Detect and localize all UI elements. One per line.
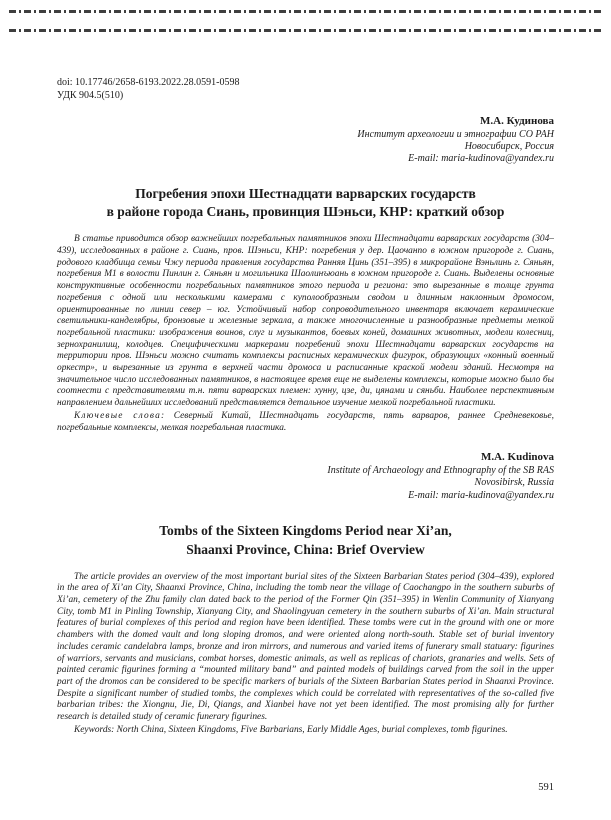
keywords-text-ru: Северный Китай, Шестнадцать государств, пять варваров, раннее Средневековье, погребальные комплексы, мелкая погребальная пластика.	[57, 410, 554, 433]
header-ornament-line-top	[9, 10, 602, 13]
affiliation-city-en: Novosibirsk, Russia	[474, 477, 554, 489]
keywords-label-en: Keywords:	[74, 724, 115, 735]
author-block-en	[57, 451, 554, 502]
keywords-text-en: North China, Sixteen Kingdoms, Five Barbarians, Early Middle Ages, burial complexes, tomb figurines.	[114, 724, 508, 735]
article-meta	[57, 76, 554, 102]
abstract-ru: В статье приводится обзор важнейших погребальных памятников эпохи Шестнадцати варварских государств (304–439), исследованных в районе г. Сиань, пров. Шэньси, КНР: погребения у дер. Цаочанпо в южном пригороде г. Сиань, родового кладбища семьи Чжу периода правления государства Ранняя Цинь (351–395) в микрорайоне Вэньлинь г. Сяньян, погребения М1 в волости Пинлин г. Сяньян и могильника Шаолинъюань в южном пригороде г. Сиань. Выделены основные конструктивные особенности погребальных памятников этого периода и региона: это вырезанные в толще грунта погребения с одной или несколькими камерами с куполообразным сводом и длинным наклонным дромосом, ориентированные по линии север – юг. Устойчивый набор сопроводительного инвентаря включает керамические светильники-канделябры, бронзовые и железные зеркала, а также многочисленные и разнообразные предметы мелкой погребальной пластики: изображения воинов, слуг и музыкантов, боевых коней, домашних животных, модели колесниц, зернохранилищ, колодцев. Специфическими маркерами погребений эпохи Шестнадцати варварских государств на территории пров. Шэньси можно считать комплексы расписных керамических фигурок, образующих «конный военный оркестр», и вырезанные из грунта в верхней части дромоса и расписанные краской модели зданий. Несмотря на значительное число исследованных памятников, в настоящее время еще не выделены комплексы, которые можно было бы соотнести с представителями т.н. пяти варварских племен: хунну, цзе, ди, цянами и сяньби. Наиболее перспективным направлением дальнейших исследований представляется детальное изучение мелкой погребальной пластики.	[57, 234, 554, 409]
affiliation-en: Institute of Archaeology and Ethnography of the SB RAS	[327, 465, 554, 477]
article-title-ru-line1: Погребения эпохи Шестнадцати варварских государств	[135, 185, 476, 201]
article-title-en-line2: Shaanxi Province, China: Brief Overview	[186, 541, 425, 557]
doi-text: doi: 10.17746/2658-6193.2022.28.0591-0598	[57, 77, 240, 88]
author-name-en: M.A. Kudinova	[480, 451, 554, 464]
affiliation-city-ru: Новосибирск, Россия	[464, 141, 554, 153]
article-title-en-line1: Tombs of the Sixteen Kingdoms Period near Xi’an,	[159, 522, 452, 538]
author-email-en: E-mail: maria-kudinova@yandex.ru	[408, 489, 554, 501]
header-ornament-line-bottom	[9, 29, 602, 32]
keywords-en	[57, 725, 554, 737]
author-block-ru	[57, 115, 554, 166]
article-title-ru-line2: в районе города Сиань, провинция Шэньси, КНР: краткий обзор	[106, 204, 505, 220]
article-title-ru	[57, 185, 554, 223]
affiliation-ru: Институт археологии и этнографии СО РАН	[357, 129, 554, 140]
keywords-ru	[57, 411, 554, 434]
abstract-en: The article provides an overview of the most important burial sites of the Sixteen Barbarian States period (304–439), explored in the area of Xi’an City, Shaanxi Province, China, including the tomb near the village of Caochangpo in the southern suburbs of Xi’an, cemetery of the Zhu family clan dated back to the period of the Former Qin (351–395) in Wenlin Community of Xianyang City, tomb M1 in Pinling Township, Xianyang City, and Shaolingyuan cemetery in the southern suburbs of Xi’an. Main structural features of burial complexes of this period and region have been identified. These tombs were cut in the ground with one or more chambers with the domed vault and long sloping dromos, and were oriented along north-south. Stable set of burial inventory includes ceramic candelabra lamps, bronze and iron mirrors, and numerous and varied items of funerary small statuary: figurines of warriors, servants and musicians, combat horses, domestic animals, as well as replicas of chariots, granaries and wells. Sets of painted ceramic figurines forming a “mounted military band” and painted models of buildings carved from the soil in the upper part of the dromos can be considered to be specific markers of burials of the Sixteen Barbarian States period in Shaanxi Province. Despite a significant number of studied tombs, the complexes which could be correlated with representatives of the so-called five barbarian tribes: the Xiongnu, Jie, Di, Qiangs, and Xianbei have not yet been identified. The most promising ally for further research is detailed study of ceramic funerary figurines.	[57, 571, 554, 723]
page-number: 591	[538, 782, 554, 793]
keywords-label-ru: Ключевые слова:	[74, 410, 166, 421]
article-title-en	[57, 522, 554, 560]
author-email-ru: E-mail: maria-kudinova@yandex.ru	[408, 153, 554, 165]
author-name-ru: М.А. Кудинова	[480, 115, 554, 127]
udk-text: УДК 904.5(510)	[57, 90, 124, 101]
